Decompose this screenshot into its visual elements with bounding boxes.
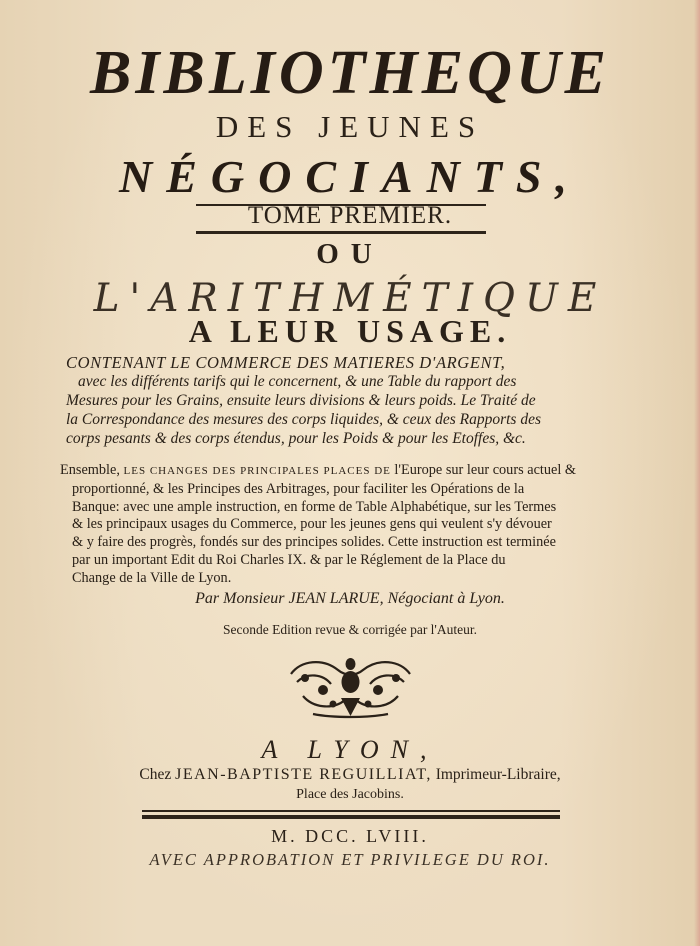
imprint-printer-line bbox=[0, 766, 700, 784]
tome-bottom-rule bbox=[196, 231, 486, 234]
subtitle-ou: OU bbox=[316, 238, 384, 270]
royal-privilege: AVEC APPROBATION ET PRIVILEGE DU ROI. bbox=[149, 850, 551, 869]
ensemble-smallcaps: LES CHANGES DES PRINCIPALES PLACES DE bbox=[123, 465, 391, 477]
contents-line: CONTENANT LE COMMERCE DES MATIERES D'ARGENT, bbox=[66, 353, 506, 372]
contents-line: la Correspondance des mesures des corps liquides, & ceux des Rapports des bbox=[66, 411, 541, 428]
book-title: BIBLIOTHEQUE bbox=[90, 39, 610, 107]
ensemble-tail: l'Europe sur leur cours actuel & bbox=[390, 462, 577, 478]
ensemble-line bbox=[60, 462, 642, 481]
ensemble-line: Change de la Ville de Lyon. bbox=[72, 569, 232, 586]
subtitle-usage: A LEUR USAGE. bbox=[188, 313, 512, 349]
contents-description bbox=[66, 353, 638, 448]
imprint-address: Place des Jacobins. bbox=[296, 787, 404, 802]
ensemble-line: proportionné, & les Principes des Arbitrages, pour faciliter les Opérations de la bbox=[72, 480, 525, 497]
imprint-chez: Chez bbox=[139, 766, 176, 783]
imprint-city: A LYON, bbox=[261, 735, 439, 764]
edition-line: Seconde Edition revue & corrigée par l'Auteur. bbox=[223, 622, 477, 637]
subtitle-arithmetique: L'ARITHMÉTIQUE bbox=[93, 276, 607, 321]
volume-label: TOME PREMIER. bbox=[247, 202, 453, 229]
imprint-rule-thin bbox=[142, 810, 560, 812]
contents-line: corps pesants & des corps étendus, pour les Poids & pour les Etoffes, &c. bbox=[66, 430, 526, 447]
ensemble-line: Banque: avec une ample instruction, en forme de Table Alphabétique, sur les Termes bbox=[72, 498, 557, 515]
publication-date: M. DCC. LVIII. bbox=[271, 826, 429, 846]
imprint-role: Imprimeur-Libraire, bbox=[431, 766, 561, 783]
imprint-printer: JEAN-BAPTISTE REGUILLIAT, bbox=[175, 766, 432, 783]
contents-line: avec les différents tarifs qui le concernent, & une Table du rapport des bbox=[78, 373, 517, 390]
ensemble-line: par un important Edit du Roi Charles IX. & par le Réglement de la Place du bbox=[72, 551, 506, 568]
contents-line: Mesures pour les Grains, ensuite leurs divisions & leurs poids. Le Traité de bbox=[66, 392, 536, 409]
ensemble-paragraph bbox=[60, 462, 642, 588]
author-line: Par Monsieur JEAN LARUE, Négociant à Lyon. bbox=[195, 590, 505, 607]
ensemble-line: & y faire des progrès, fondés sur des principes solides. Cette instruction est terminée bbox=[72, 534, 556, 551]
ornament-icon bbox=[283, 652, 418, 720]
imprint-rule-thick bbox=[142, 815, 560, 819]
title-des-jeunes: DES JEUNES bbox=[215, 109, 485, 144]
ensemble-lead: Ensemble, bbox=[60, 462, 124, 478]
title-negociants: NÉGOCIANTS, bbox=[118, 151, 581, 202]
ensemble-line: & les principaux usages du Commerce, pour les jeunes gens qui veulent s'y dévouer bbox=[72, 516, 552, 533]
